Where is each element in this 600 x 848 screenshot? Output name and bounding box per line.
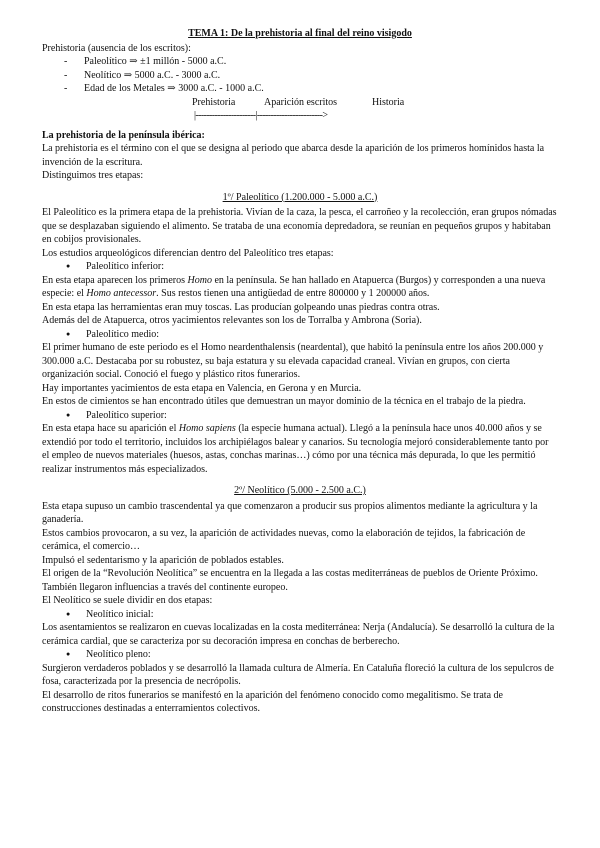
text-run-italic: Homo <box>187 274 212 286</box>
text-run-italic: Homo sapiens <box>178 423 236 434</box>
stage-label: ● Neolítico inicial: <box>66 608 558 622</box>
paragraph: Los estudios arqueológicos diferencian dentro del Paleolítico tres etapas: <box>42 247 334 259</box>
paragraph: El Paleolítico es la primera etapa de la prehistoria. Vivían de la caza, la pesca, el carroñeo y la recolección, eran grupos nómadas que se desplazaban siguiendo el alimento. Se trataba de una economía depredadora, se reunían en pequeños grupos y habitaban en cobijos provisionales. <box>42 207 557 245</box>
period-item: - Neolítico ⇒ 5000 a.C. - 3000 a.C. <box>64 69 558 83</box>
stage-label: ● Paleolítico superior: <box>66 409 558 423</box>
section-heading-neolitico: 2º/ Neolítico (5.000 - 2.500 a.C.) <box>234 485 366 496</box>
paragraph: El primer humano de este periodo es el Homo neardenthalensis (neardental), que habitó la península entre los años 200.000 y 300.000 a.C. Destacaba por su robustez, su baja estatura y su elevada capacidad craneal. Vivían en grupos, con cierta organización social. Conoció el fuego y plástico ritos funerarios. <box>42 342 544 380</box>
prehistory-heading: Prehistoria (ausencia de los escritos): <box>42 42 191 54</box>
stage-label: ● Paleolítico medio: <box>66 328 558 342</box>
paragraph <box>42 274 558 301</box>
period-item: - Edad de los Metales ⇒ 3000 a.C. - 1000 a.C. <box>64 82 558 96</box>
timeline-label: Historia <box>372 96 405 108</box>
text-run: en la península. Se han hallado en Atapuerca (Burgos) y corresponden a una nueva especie: el <box>42 274 546 299</box>
paragraph: Estos cambios provocaron, a su vez, la aparición de actividades nuevas, como la elaboración de tejidos, la fabricación de cerámica, el comercio… <box>42 527 526 552</box>
paragraph: Hay importantes yacimientos de esta etapa en Valencia, en Gerona y en Murcia. <box>42 382 362 394</box>
timeline-arrow: |----------------------|------------------------> <box>194 110 328 121</box>
timeline-labels <box>42 96 558 110</box>
text-run-italic: Homo antecessor <box>86 288 157 299</box>
paragraph: Esta etapa supuso un cambio trascendental ya que comenzaron a producir sus propios alimentos mediante la agricultura y la ganadería. <box>42 500 538 525</box>
timeline-label: Aparición escritos <box>264 96 338 108</box>
paragraph: En esta etapa las herramientas eran muy toscas. Las producían golpeando unas piedras contra otras. <box>42 301 440 313</box>
peninsula-text: La prehistoria es el término con el que se designa al periodo que abarca desde la aparición de los primeros homínidos hasta la invención de la escritura. <box>42 143 545 168</box>
text-run: (la especie humana actual). Llegó a la península hace unos 40.000 años y se extendió por todo el territorio, incluidos los archipiélagos balear y canarios. Su tecnología mejoró considerablemente tanto por el empleo de nuevos materiales (huesos, astas, conchas marinas…) cómo por una técnica más depurada, lo que les permitió realizar instrumentos más especializados. <box>42 423 549 475</box>
paragraph: El origen de la “Revolución Neolítica” se encuentra en la llegada a las costas mediterráneas de pueblos de Oriente Próximo. También llegaron influencias a través del continente europeo. <box>42 568 538 593</box>
text-run: . Sus restos tienen una antigüedad de entre 800000 y 1 200000 años. <box>156 288 430 299</box>
paragraph: En estos de cimientos se han encontrado útiles que demuestran un mayor dominio de la técnica en el trabajo de la piedra. <box>42 396 526 407</box>
period-item: - Paleolítico ⇒ ±1 millón - 5000 a.C. <box>64 55 558 69</box>
paragraph: Además del de Atapuerca, otros yacimientos relevantes son los de Torralba y Ambrona (Soria). <box>42 315 422 326</box>
section-heading-paleolitico: 1º/ Paleolítico (1.200.000 - 5.000 a.C.) <box>222 191 378 203</box>
stage-label: ● Neolítico pleno: <box>66 648 558 662</box>
paragraph: El Neolítico se suele dividir en dos etapas: <box>42 595 213 606</box>
paragraph: Surgieron verdaderos poblados y se desarrolló la llamada cultura de Almería. En Cataluña floreció la cultura de los sepulcros de fosa, caracterizada por la presencia de necrópolis. <box>42 662 554 687</box>
timeline-label: Prehistoria <box>192 96 236 108</box>
peninsula-heading: La prehistoria de la península ibérica: <box>42 129 205 141</box>
paragraph: Los asentamientos se realizaron en cuevas localizadas en la costa mediterránea: Nerja (Andalucía). Se desarrolló la cultura de la cerámica cardial, que se caracteriza por su decoración impresa en conchas de berberecho. <box>42 622 555 647</box>
document-page <box>42 27 558 716</box>
period-list <box>42 55 558 96</box>
text-run: En esta etapa aparecen los primeros <box>42 274 188 286</box>
document-title: TEMA 1: De la prehistoria al final del reino visigodo <box>188 28 412 39</box>
paragraph <box>42 422 558 476</box>
stage-label: ● Paleolítico inferior: <box>66 260 558 274</box>
text-run: En esta etapa hace su aparición el <box>42 423 179 434</box>
paragraph: El desarrollo de ritos funerarios se manifestó en la aparición del fenómeno conocido como megalitismo. Se trata de construcciones destinadas a enterramientos colectivos. <box>42 689 503 714</box>
paragraph: Impulsó el sedentarismo y la aparición de poblados estables. <box>42 554 284 566</box>
timeline-bar <box>42 109 558 123</box>
peninsula-text: Distinguimos tres etapas: <box>42 170 144 181</box>
